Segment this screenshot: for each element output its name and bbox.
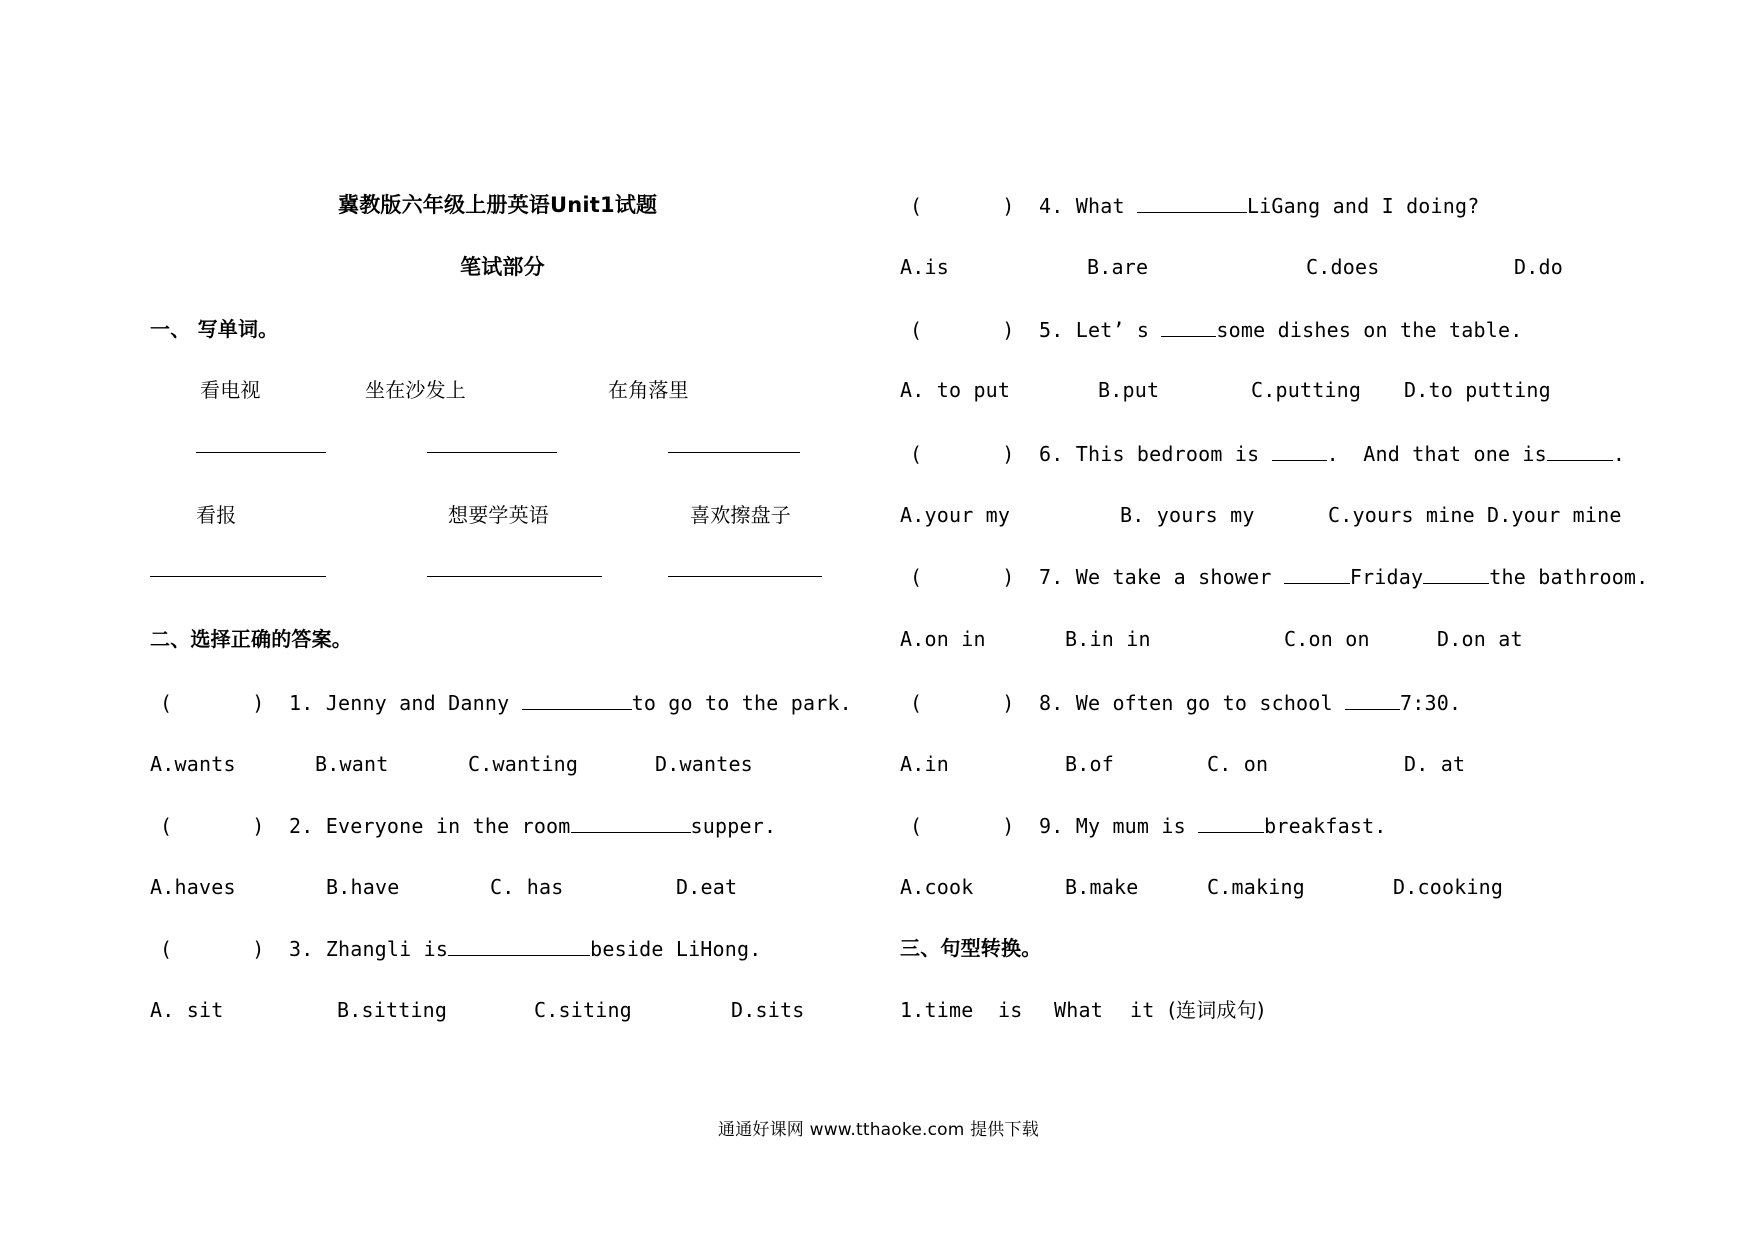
answer-line [150, 576, 326, 577]
fill-blank[interactable] [1423, 563, 1489, 584]
fill-blank[interactable] [522, 689, 632, 710]
fill-blank[interactable] [1272, 440, 1327, 461]
option-c: C.making [1207, 875, 1305, 899]
question-5: ( ) 5. Let’ s some dishes on the table. [910, 318, 1523, 342]
fill-blank[interactable] [1161, 316, 1216, 337]
option-a: A.on in [900, 627, 986, 651]
option-a: A. sit [150, 998, 224, 1022]
paren-close: ) [252, 691, 265, 715]
option-a: A.cook [900, 875, 974, 899]
option-d: D.do [1514, 255, 1563, 279]
option-c: C.putting [1251, 378, 1362, 402]
option-d: D.wantes [655, 752, 753, 776]
fill-blank[interactable] [1284, 563, 1350, 584]
option-a: A.in [900, 752, 949, 776]
option-d: D.eat [676, 875, 738, 899]
word-prompt: 看报 [196, 503, 237, 527]
page-subtitle: 笔试部分 [460, 255, 545, 279]
option-b: B.of [1065, 752, 1114, 776]
option-d: D.sits [731, 998, 805, 1022]
question-7: ( ) 7. We take a shower Friday the bathroom. [910, 565, 1649, 589]
option-d: D.cooking [1393, 875, 1504, 899]
option-a: A. to put [900, 378, 1011, 402]
option-a: A.is [900, 255, 949, 279]
fill-blank[interactable] [448, 935, 590, 956]
answer-line [427, 452, 557, 453]
footer-text: 通通好课网 www.tthaoke.com 提供下载 [718, 1120, 1039, 1140]
section2-heading: 二、选择正确的答案。 [150, 627, 352, 651]
option-b: B.in in [1065, 627, 1151, 651]
question-4: ( ) 4. What LiGang and I doing? [910, 194, 1480, 218]
option-b: B. yours my [1120, 503, 1255, 527]
option-b: B.sitting [337, 998, 448, 1022]
question-6: ( ) 6. This bedroom is . And that one is . [910, 442, 1626, 466]
word-prompt: 想要学英语 [448, 503, 549, 527]
question-8: ( ) 8. We often go to school 7:30. [910, 691, 1462, 715]
question-3: ( ) 3. Zhangli is beside LiHong. [160, 937, 762, 961]
answer-line [668, 576, 822, 577]
option-a: A.your my [900, 503, 1011, 527]
page-title: 冀教版六年级上册英语Unit1试题 [338, 193, 658, 217]
fill-blank[interactable] [571, 812, 691, 833]
fill-blank[interactable] [1345, 689, 1400, 710]
paren-open: ( [160, 691, 173, 715]
word-prompt: 在角落里 [608, 378, 689, 402]
option-c: C. has [490, 875, 564, 899]
fill-blank[interactable] [1198, 812, 1264, 833]
answer-line [196, 452, 326, 453]
option-b: B.are [1087, 255, 1149, 279]
option-a: A.wants [150, 752, 236, 776]
word-prompt: 坐在沙发上 [365, 378, 466, 402]
question-1: ( ) 1. Jenny and Danny to go to the park. [160, 691, 852, 715]
scrambled-word: What [1054, 998, 1103, 1022]
answer-line [668, 452, 800, 453]
option-b: B.put [1098, 378, 1160, 402]
option-b: B.have [326, 875, 400, 899]
option-d: D. at [1404, 752, 1466, 776]
answer-line [427, 576, 602, 577]
option-b: B.want [315, 752, 389, 776]
option-c: C.yours mine [1328, 503, 1475, 527]
scrambled-word: it [1130, 998, 1155, 1022]
option-c: C.wanting [468, 752, 579, 776]
section3-heading: 三、句型转换。 [900, 936, 1042, 960]
option-d: D.to putting [1404, 378, 1551, 402]
instruction-note: (连词成句) [1168, 998, 1265, 1022]
scrambled-word: 1.time [900, 998, 974, 1022]
fill-blank[interactable] [1137, 192, 1247, 213]
question-9: ( ) 9. My mum is breakfast. [910, 814, 1387, 838]
option-c: C.does [1306, 255, 1380, 279]
option-a: A.haves [150, 875, 236, 899]
word-prompt: 看电视 [200, 378, 261, 402]
option-b: B.make [1065, 875, 1139, 899]
option-c: C.on on [1284, 627, 1370, 651]
option-d: D.your mine [1487, 503, 1622, 527]
scrambled-word: is [998, 998, 1023, 1022]
option-c: C.siting [534, 998, 632, 1022]
question-2: ( ) 2. Everyone in the room supper. [160, 814, 777, 838]
option-d: D.on at [1437, 627, 1523, 651]
option-c: C. on [1207, 752, 1269, 776]
fill-blank[interactable] [1547, 440, 1613, 461]
section1-heading: 一、 写单词。 [150, 317, 279, 341]
word-prompt: 喜欢擦盘子 [690, 503, 791, 527]
